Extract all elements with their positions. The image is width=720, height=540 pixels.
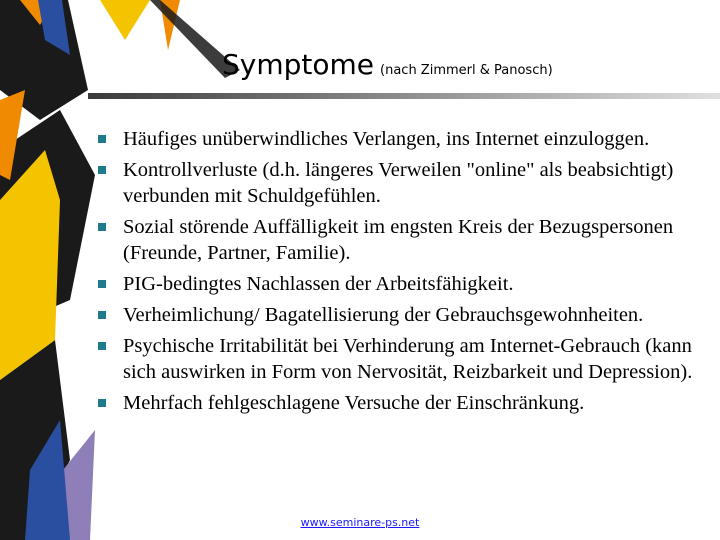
square-bullet-icon xyxy=(98,342,106,350)
bullet-item xyxy=(96,214,696,266)
bullet-item xyxy=(96,333,696,385)
title-main: Symptome xyxy=(222,48,375,81)
square-bullet-icon xyxy=(98,223,106,231)
title-rule xyxy=(88,93,720,99)
title-subtitle: (nach Zimmerl & Panosch) xyxy=(380,63,553,78)
bullet-item xyxy=(96,157,696,209)
bullet-text: Psychische Irritabilität bei Verhinderung am Internet-Gebrauch (kann sich auswirken in Form von Nervosität, Reizbarkeit und Depression). xyxy=(123,335,693,383)
deco-yellow-small xyxy=(100,0,150,40)
footer-link[interactable]: www.seminare-ps.net xyxy=(300,516,420,529)
slide-title xyxy=(222,48,553,81)
footer xyxy=(0,516,720,529)
square-bullet-icon xyxy=(98,399,106,407)
bullet-text: Kontrollverluste (d.h. längeres Verweilen "online" als beabsichtigt) verbunden mit Schuldgefühlen. xyxy=(123,159,674,207)
square-bullet-icon xyxy=(98,280,106,288)
bullet-text: PIG-bedingtes Nachlassen der Arbeitsfähigkeit. xyxy=(123,273,514,295)
square-bullet-icon xyxy=(98,311,106,319)
bullet-text: Häufiges unüberwindliches Verlangen, ins Internet einzuloggen. xyxy=(123,128,650,150)
bullet-text: Sozial störende Auffälligkeit im engsten Kreis der Bezugspersonen (Freunde, Partner, Familie). xyxy=(123,216,674,264)
bullet-list xyxy=(96,126,696,421)
square-bullet-icon xyxy=(98,166,106,174)
bullet-item xyxy=(96,271,696,297)
bullet-item xyxy=(96,302,696,328)
bullet-item xyxy=(96,390,696,416)
bullet-text: Verheimlichung/ Bagatellisierung der Gebrauchsgewohnheiten. xyxy=(123,304,644,326)
square-bullet-icon xyxy=(98,135,106,143)
bullet-text: Mehrfach fehlgeschlagene Versuche der Einschränkung. xyxy=(123,392,585,414)
bullet-item xyxy=(96,126,696,152)
